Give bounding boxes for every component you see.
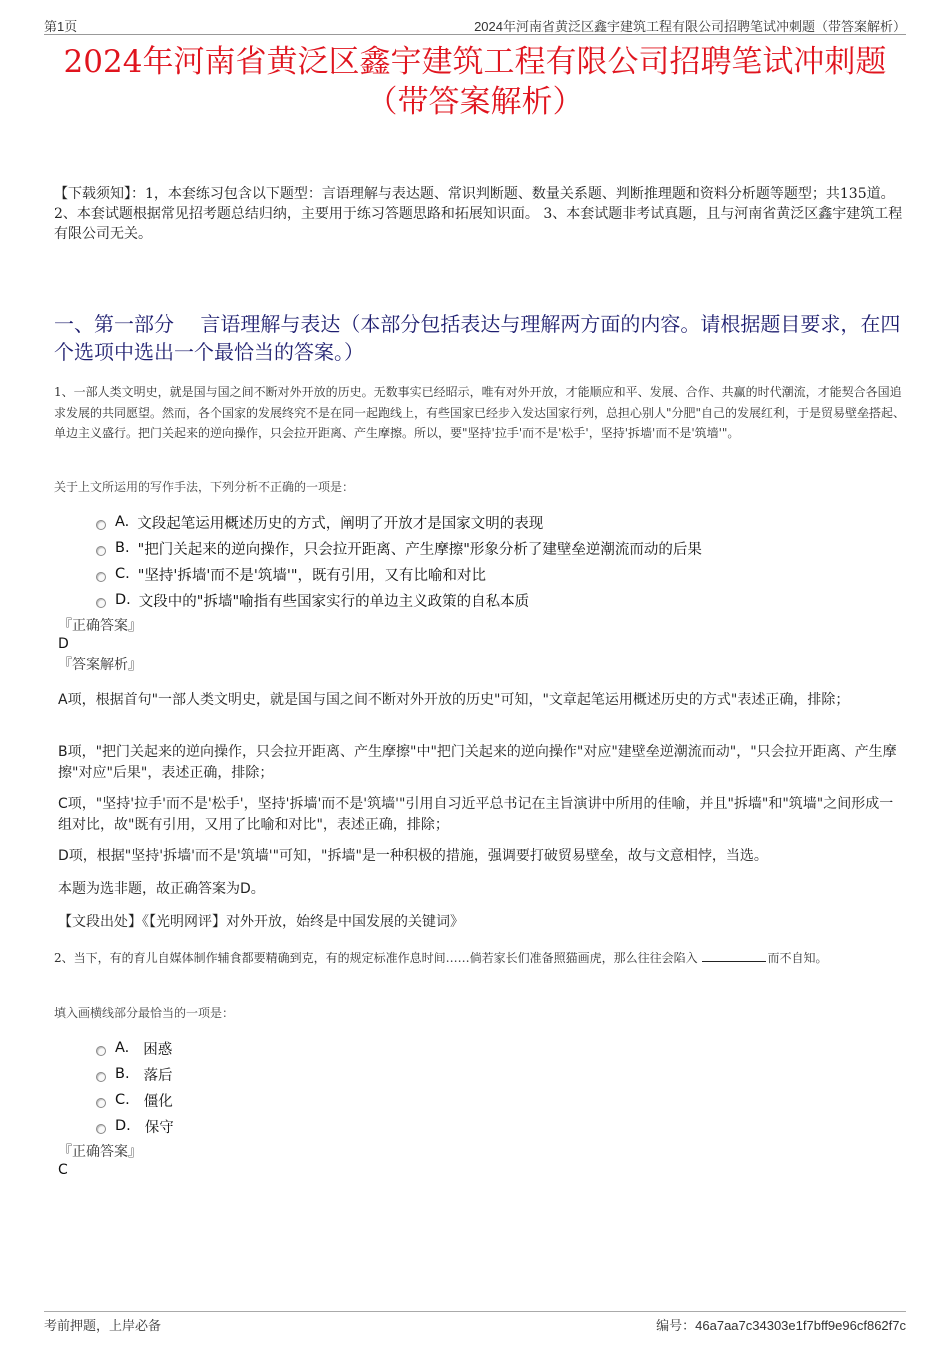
question-2-option-d[interactable] xyxy=(96,1113,174,1139)
question-1-option-b[interactable] xyxy=(96,535,702,561)
option-letter: C. xyxy=(115,566,130,582)
analysis-item-b xyxy=(58,742,902,783)
radio-button[interactable] xyxy=(96,598,106,608)
question-2-answer-label: 『正确答案』 xyxy=(58,1144,142,1160)
question-1-option-a[interactable] xyxy=(96,509,702,535)
analysis-text: 项，根据"坚持'拆墙'而不是'筑墙'"可知，"拆墙"是一种积极的措施，强调要打破贸易壁垒，故与文意相悖，当选。 xyxy=(68,848,768,864)
radio-button[interactable] xyxy=(96,1124,106,1134)
analysis-item-d xyxy=(58,846,902,867)
question-2-option-c[interactable] xyxy=(96,1087,174,1113)
radio-button[interactable] xyxy=(96,572,106,582)
download-notice: 【下载须知】：1，本套练习包含以下题型：言语理解与表达题、常识判断题、数量关系题、判断推理题和资料分析题等题型；共135道。 2、本套试题根据常见招考题总结归纳，主要用于练习答题思路和拓展知识面。 3、本套试题非考试真题，且与河南省黄泛区鑫宇建筑工程有限公司无关。 xyxy=(54,186,903,242)
option-text: 困惑 xyxy=(143,1041,173,1058)
question-1-prompt: 关于上文所运用的写作手法，下列分析不正确的一项是： xyxy=(54,480,355,494)
question-1-source: 【文段出处】《【光明网评】对外开放，始终是中国发展的关键词》 xyxy=(58,914,464,930)
header-doc-title: 2024年河南省黄泛区鑫宇建筑工程有限公司招聘笔试冲刺题（带答案解析） xyxy=(474,19,906,34)
option-letter: A. xyxy=(115,514,130,530)
question-1-option-d[interactable] xyxy=(96,587,702,613)
question-2-option-b[interactable] xyxy=(96,1061,174,1087)
analysis-item-a xyxy=(58,690,902,711)
option-letter: B. xyxy=(115,540,130,556)
option-letter: D. xyxy=(115,592,131,608)
question-2-option-a[interactable] xyxy=(96,1035,174,1061)
stem-before-blank: 2、当下，有的育儿自媒体制作辅食都要精确到克，有的规定标准作息时间……倘若家长们准备照猫画虎，那么往往会陷入 xyxy=(54,951,698,965)
option-letter: D. xyxy=(115,1118,131,1134)
radio-button[interactable] xyxy=(96,1098,106,1108)
question-1-conclusion xyxy=(58,879,902,900)
analysis-text: 项，"把门关起来的逆向操作，只会拉开距离、产生摩擦"中"把门关起来的逆向操作"对应"建壁垒逆潮流而动"，"只会拉开距离、产生摩擦"对应"后果"，表述正确，排除； xyxy=(58,744,897,781)
analysis-lead: C xyxy=(58,796,68,812)
option-letter: C. xyxy=(115,1092,130,1108)
question-2-prompt: 填入画横线部分最恰当的一项是： xyxy=(54,1006,235,1020)
option-text: 文段起笔运用概述历史的方式，阐明了开放才是国家文明的表现 xyxy=(137,515,544,532)
option-text: 保守 xyxy=(144,1119,174,1136)
question-2-options xyxy=(96,1035,174,1139)
analysis-text: 项，根据首句"一部人类文明史，就是国与国之间不断对外开放的历史"可知，"文章起笔运用概述历史的方式"表述正确，排除； xyxy=(67,692,850,708)
title-line-1: 2024年河南省黄泛区鑫宇建筑工程有限公司招聘笔试冲刺题 xyxy=(63,44,887,80)
title-line-2: （带答案解析） xyxy=(366,84,584,120)
question-1-option-c[interactable] xyxy=(96,561,702,587)
footer-id-value: 46a7aa7c34303e1f7bff9e96cf862f7c xyxy=(695,1318,906,1333)
option-text: 僵化 xyxy=(143,1093,173,1110)
option-text: "坚持'拆墙'而不是'筑墙'"，既有引用，又有比喻和对比 xyxy=(137,567,487,584)
page-number: 第1页 xyxy=(44,19,78,34)
radio-button[interactable] xyxy=(96,1072,106,1082)
analysis-lead: A xyxy=(58,692,68,708)
conclusion-prefix: 本题为选非题，故正确答案为 xyxy=(58,881,240,897)
option-text: "把门关起来的逆向操作，只会拉开距离、产生摩擦"形象分析了建壁垒逆潮流而动的后果 xyxy=(137,541,702,558)
analysis-item-c xyxy=(58,794,902,835)
footer-slogan: 考前押题，上岸必备 xyxy=(44,1318,162,1333)
option-text: 落后 xyxy=(143,1067,173,1084)
option-text: 文段中的"拆墙"喻指有些国家实行的单边主义政策的自私本质 xyxy=(138,593,530,610)
question-1-stem: 1、一部人类文明史，就是国与国之间不断对外开放的历史。无数事实已经昭示，唯有对外开放，才能顺应和平、发展、合作、共赢的时代潮流，才能契合各国追求发展的共同愿望。然而，各个国家的发展终究不是在同一起跑线上，有些国家已经步入发达国家行列，总担心别人"分肥"自己的发展红利，于是贸易壁垒搭起、单边主义盛行。把门关起来的逆向操作，只会拉开距离、产生摩擦。所以，要"坚持'拉手'而不是'松手'，坚持'拆墙'而不是'筑墙'"。 xyxy=(54,385,906,440)
question-1-answer-label: 『正确答案』 xyxy=(58,618,142,634)
question-1-analysis-label: 『答案解析』 xyxy=(58,657,142,673)
analysis-text: 项，"坚持'拉手'而不是'松手'，坚持'拆墙'而不是'筑墙'"引用自习近平总书记在主旨演讲中所用的佳喻，并且"拆墙"和"筑墙"之间形成一组对比，故"既有引用，又用了比喻和对比"，表述正确，排除； xyxy=(58,796,894,833)
analysis-lead: D xyxy=(58,848,69,864)
radio-button[interactable] xyxy=(96,1046,106,1056)
conclusion-answer: D xyxy=(240,881,251,897)
conclusion-suffix: 。 xyxy=(250,881,265,897)
question-2-stem xyxy=(54,948,906,969)
question-2-answer: C xyxy=(58,1162,68,1178)
question-1-answer: D xyxy=(58,636,69,652)
radio-button[interactable] xyxy=(96,520,106,530)
fill-in-blank xyxy=(702,949,766,962)
option-letter: A. xyxy=(115,1040,130,1056)
option-letter: B. xyxy=(115,1066,130,1082)
radio-button[interactable] xyxy=(96,546,106,556)
stem-after-blank: 而不自知。 xyxy=(767,951,828,965)
document-title xyxy=(0,42,950,122)
page-footer xyxy=(44,1311,906,1332)
page-header xyxy=(44,14,906,35)
section-title: 一、第一部分 言语理解与表达（本部分包括表达与理解两方面的内容。请根据题目要求，在四个选项中选出一个最恰当的答案。） xyxy=(54,312,901,364)
footer-id-label: 编号： xyxy=(656,1318,696,1333)
analysis-lead: B xyxy=(58,744,68,760)
question-1-options xyxy=(96,509,702,613)
footer-id xyxy=(656,1315,906,1334)
